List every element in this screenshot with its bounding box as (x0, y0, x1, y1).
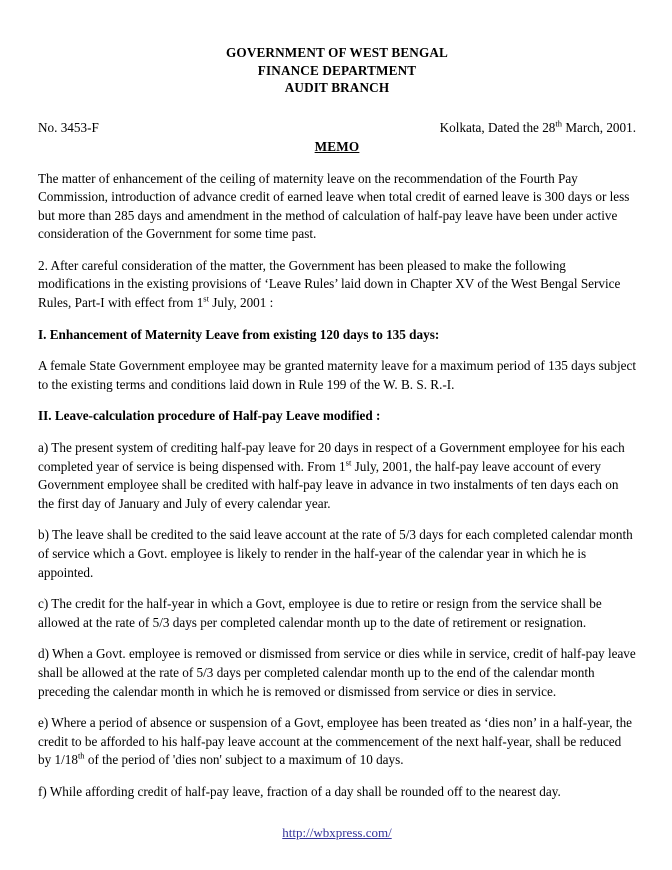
item-b: b) The leave shall be credited to the said leave account at the rate of 5/3 days for each completed calendar month of service which a Govt. employee is likely to render in the half-year of the calendar year in which he is appointed. (38, 527, 633, 580)
item-c: c) The credit for the half-year in which a Govt, employee is due to retire or resign from the service shall be allowed at the rate of 5/3 days per completed calendar month up to the date of retirement or resignation. (38, 596, 602, 630)
place-and-date (440, 119, 636, 136)
letterhead (38, 44, 636, 97)
clause-2-suffix: July, 2001 : (208, 295, 274, 311)
item-e-ordinal-suffix: th (77, 750, 85, 761)
item-e (38, 714, 636, 770)
item-a-prefix: a) The present system of crediting half-pay leave for 20 days in respect of a Government employee for his each completed year of service is being dispensed with. From 1 (38, 440, 625, 474)
item-d: d) When a Govt. employee is removed or dismissed from service or dies while in service, credit of half-pay leave shall be allowed at the rate of 5/3 days per completed calendar month up to the end of the calendar month preceding the calendar month in which he is removed or dismissed from service or dies in service. (38, 646, 636, 699)
letterhead-line-branch: AUDIT BRANCH (284, 80, 390, 95)
memo-title: MEMO (314, 138, 360, 154)
item-e-suffix: of the period of 'dies non' subject to a maximum of 10 days. (84, 752, 404, 768)
paragraph-clause-2 (38, 257, 636, 313)
item-a-suffix: July, 2001, the half-pay leave account of every Government employee shall be credited with half-pay leave in advance in two instalments of ten days each on the first day of January and July of every calendar year. (38, 458, 619, 511)
place-date-prefix: Kolkata, Dated the 28 (439, 119, 556, 135)
item-a-ordinal-suffix: st (345, 457, 352, 468)
footer-source-link[interactable]: http://wbxpress.com/ (282, 824, 392, 840)
clause-2-ordinal-suffix: st (203, 293, 209, 304)
date-ordinal-suffix: th (555, 118, 563, 129)
place-date-suffix: March, 2001. (562, 119, 636, 135)
section-1-heading: I. Enhancement of Maternity Leave from existing 120 days to 135 days: (38, 326, 440, 342)
item-a (38, 439, 636, 513)
memo-title-wrapper (38, 138, 636, 156)
reference-line (38, 119, 636, 136)
memo-number: No. 3453-F (38, 119, 99, 135)
footer (38, 824, 636, 842)
item-f: f) While affording credit of half-pay leave, fraction of a day shall be rounded off to the nearest day. (38, 783, 561, 799)
clause-2-prefix: 2. After careful consideration of the matter, the Government has been pleased to make the following modifications in the existing provisions of ‘Leave Rules’ laid down in Chapter XV of the West Bengal Service Rules, Part-I with effect from 1 (38, 257, 621, 311)
letterhead-line-government: GOVERNMENT OF WEST BENGAL (226, 45, 448, 60)
letterhead-line-department: FINANCE DEPARTMENT (257, 62, 417, 78)
paragraph-intro: The matter of enhancement of the ceiling of maternity leave on the recommendation of the Fourth Pay Commission, introduction of advance credit of earned leave when total credit of earned leave is 300 days or less but more than 285 days and amendment in the method of calculation of half-pay leave have been under active consideration of the Government for some time past. (38, 170, 630, 242)
section-1-body: A female State Government employee may be granted maternity leave for a maximum period of 135 days subject to the existing terms and conditions laid down in Rule 199 of the W. B. S. R.-I. (38, 358, 637, 392)
section-2-heading: II. Leave-calculation procedure of Half-pay Leave modified : (38, 408, 381, 424)
item-e-prefix: e) Where a period of absence or suspension of a Govt, employee has been treated as ‘dies non’ in a half-year, the credit to be afforded to his half-pay leave account at the commencement of the next half-year, shall be reduced by 1/18 (38, 715, 633, 768)
